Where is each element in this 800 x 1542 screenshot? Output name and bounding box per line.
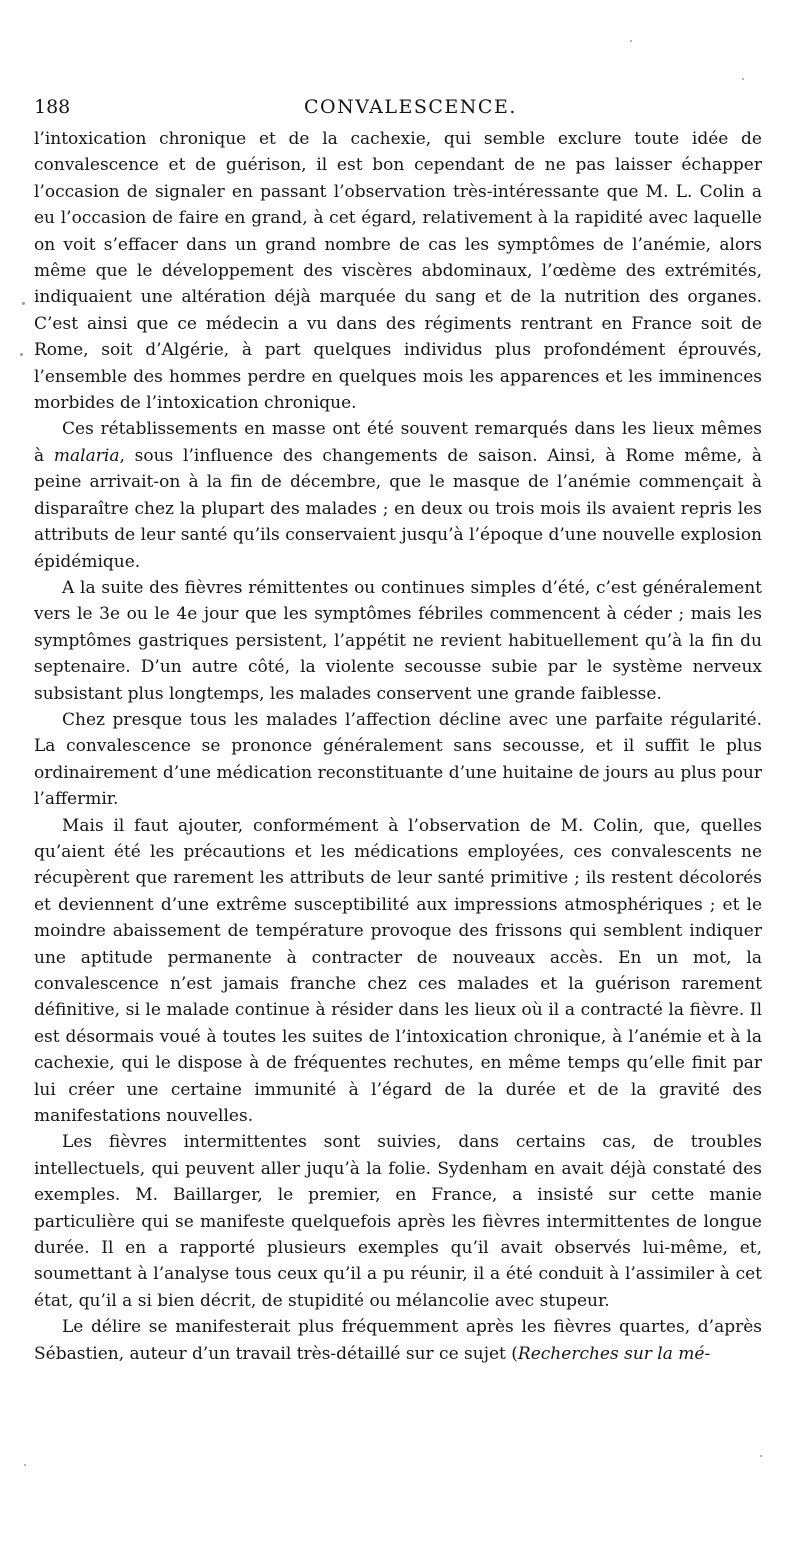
paragraph-4: Chez presque tous les malades l’affection décline avec une parfaite régularité. La convalescence se prononce généralement sans secousse, et il suffit le plus ordinairement d’une médication reconstituante d’une huitaine de jours au plus pour l’affermir. (34, 709, 762, 810)
paragraph-7 (34, 1314, 762, 1367)
scan-speck (630, 40, 632, 42)
scan-speck (22, 302, 25, 305)
paragraph-2 (34, 416, 762, 574)
scan-speck (742, 78, 744, 80)
paragraph-7-text: Le délire se manifesterait plus fréquemment après les fièvres quartes, d’après Sébastien, auteur d’un travail très-détaillé sur ce sujet ( (34, 1317, 762, 1364)
paragraph-2-text-start: Ces rétablissements en masse ont été souvent remarqués dans les lieux mêmes à (34, 419, 762, 466)
paragraph-7-italic-title: Recherches sur la mé- (517, 1343, 711, 1364)
running-title: CONVALESCENCE. (304, 96, 517, 118)
scan-speck (760, 1455, 762, 1457)
paragraph-5: Mais il faut ajouter, conformément à l’observation de M. Colin, que, quelles qu’aient été les précautions et les médications employées, ces convalescents ne récupèrent que rarement les attributs de leur santé primitive ; ils restent décolorés et deviennent d’une extrême susceptibilité aux impressions atmosphériques ; et le moindre abaissement de température provoque des frissons qui semblent indiquer une aptitude permanente à contracter de nouveaux accès. En un mot, la convalescence n’est jamais franche chez ces malades et la guérison rarement définitive, si le malade continue à résider dans les lieux où il a contracté la fièvre. Il est désormais voué à toutes les suites de l’intoxication chronique, à l’anémie et à la cachexie, qui le dispose à de fréquentes rechutes, en même temps qu’elle finit par lui créer une certaine immunité à l’égard de la durée et de la gravité des manifestations nouvelles. (34, 815, 762, 1127)
paragraph-6: Les fièvres intermittentes sont suivies, dans certains cas, de troubles intellectuels, qui peuvent aller juqu’à la folie. Sydenham en avait déjà constaté des exemples. M. Baillarger, le premier, en France, a insisté sur cette manie particulière qui se manifeste quelquefois après les fièvres intermittentes de longue durée. Il en a rapporté plusieurs exemples qu’il avait observés lui-même, et, soumettant à l’analyse tous ceux qu’il a pu réunir, il a été conduit à l’assimiler à cet état, qu’il a si bien décrit, de stupidité ou mélancolie avec stupeur. (34, 1132, 762, 1311)
body-text (34, 126, 762, 1367)
paragraph-1: l’intoxication chronique et de la cachexie, qui semble exclure toute idée de convalescence et de guérison, il est bon cependant de ne pas laisser échapper l’occasion de signaler en passant l’observation très-intéressante que M. L. Colin a eu l’occasion de faire en grand, à cet égard, relativement à la rapidité avec laquelle on voit s’effacer dans un grand nombre de cas les symptômes de l’anémie, alors même que le développement des viscères abdominaux, l’œdème des extrémités, indiquaient une altération déjà marquée du sang et de la nutrition des organes. C’est ainsi que ce médecin a vu dans des régiments rentrant en France soit de Rome, soit d’Algérie, à part quelques individus plus profondément éprouvés, l’ensemble des hommes perdre en quelques mois les apparences et les imminences morbides de l’intoxication chronique. (34, 129, 762, 414)
page-number: 188 (34, 96, 71, 118)
paragraph-2-italic-term: malaria (53, 445, 120, 466)
paragraph-2-text-end: , sous l’influence des changements de saison. Ainsi, à Rome même, à peine arrivait-on à la fin de décembre, que le masque de l’anémie commençait à disparaître chez la plupart des malades ; en deux ou trois mois ils avaient repris les attributs de leur santé qu’ils conservaient jusqu’à l’époque d’une nouvelle explosion épidémique. (34, 445, 762, 572)
paragraph-3: A la suite des fièvres rémittentes ou continues simples d’été, c’est généralement vers le 3e ou le 4e jour que les symptômes fébriles commencent à céder ; mais les symptômes gastriques persistent, l’appétit ne revient habituellement qu’à la fin du septenaire. D’un autre côté, la violente secousse subie par le système nerveux subsistant plus longtemps, les malades conservent une grande faiblesse. (34, 577, 762, 704)
scan-speck (20, 353, 23, 356)
running-head (34, 92, 764, 122)
scan-speck (24, 1464, 26, 1466)
